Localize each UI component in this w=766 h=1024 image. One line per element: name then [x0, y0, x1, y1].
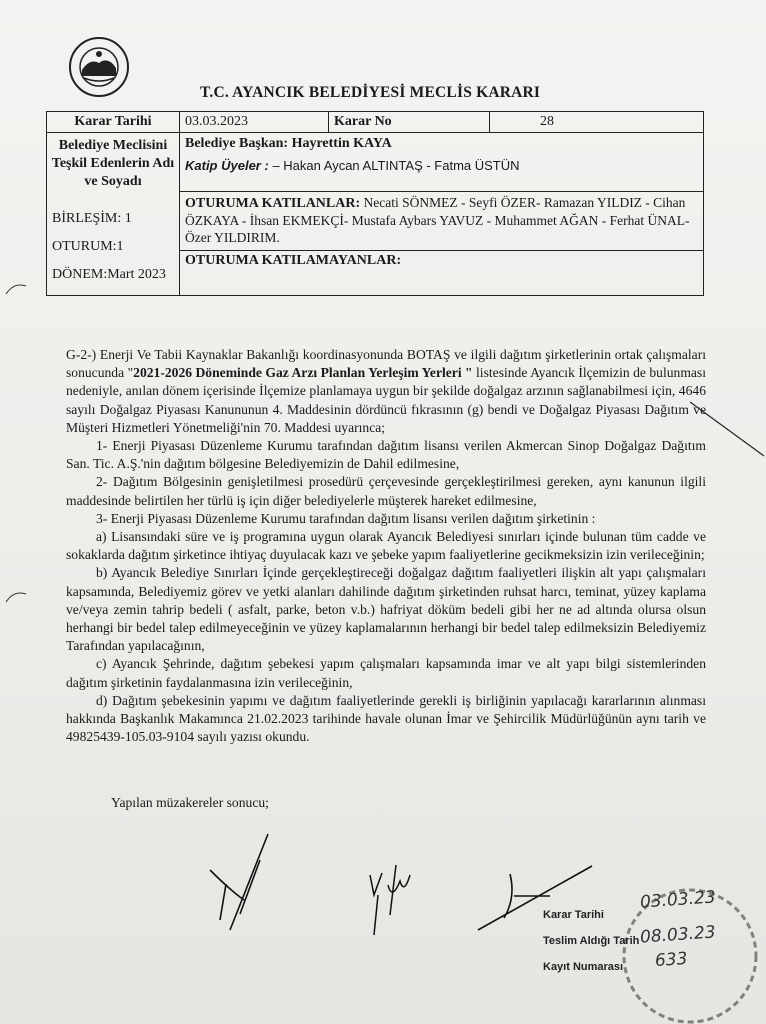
document-title: T.C. AYANCIK BELEDİYESİ MECLİS KARARI: [200, 84, 541, 101]
margin-mark-1: [4, 282, 28, 296]
clerks-label: Katip Üyeler :: [185, 158, 269, 173]
attendees-cell: [180, 192, 704, 251]
intro-text-a: G-2-) Enerji Ve Tabii Kaynaklar Bakanlığı koordinasyonunda BOTAŞ ve ilgili dağıtım şirketlerinin ortak çalışmaları sonucunda ": [66, 347, 706, 381]
registry-stamp: [543, 902, 639, 980]
intro-paragraph: [66, 346, 706, 437]
decision-date-value: 03.03.2023: [180, 112, 329, 133]
closing-line: Yapılan müzakereler sonucu;: [111, 795, 269, 810]
intro-text-bold: 2021-2026 Döneminde Gaz Arzı Planlan Yerleşim Yerleri ": [133, 365, 473, 381]
president-name: Hayrettin KAYA: [291, 136, 392, 151]
decision-date-label: Karar Tarihi: [47, 112, 180, 133]
council-members-label: Belediye Meclisini Teşkil Edenlerin Adı ve Soyadı: [51, 138, 175, 189]
stamp-record-number-label: Kayıt Numarası: [543, 961, 624, 973]
presidency-cell: [180, 133, 704, 192]
decision-body: [66, 346, 706, 746]
item-3d: d) Dağıtım şebekesinin yapımı ve dağıtım faaliyetlerinde gerekli iş birliğinin yapılacağı kararlarının alınması hakkında Başkanlık Makamınca 21.02.2023 tarihinde havale olunan İmar ve Şehircilik Müdürlüğünün aynı tarih ve 49825439-105.03-9104 sayılı yazısı okundu.: [66, 692, 706, 745]
signature-1: [200, 830, 280, 940]
decision-no-label: Karar No: [329, 112, 490, 133]
session-info-cell: [47, 133, 180, 296]
absentees-label: OTURUMA KATILAMAYANLAR:: [185, 253, 402, 268]
item-1: 1- Enerji Piyasası Düzenleme Kurumu tarafından dağıtım lisansı verilen Akmercan Sinop Doğalgaz Dağıtım San. Tic. A.Ş.'nin dağıtım bölgesine Belediyemizin de Dahil edilmesine,: [66, 438, 706, 472]
item-3a: a) Lisansındaki süre ve iş programına uygun olarak Ayancık Belediyesi sınırları içinde bulunan tüm cadde ve sokaklarda dağıtım şirketince ihtiyaç duyulacak kazı ve şebeke yapım faaliyetlerine gecikmeksizin izin verileceğinin;: [66, 529, 706, 563]
decision-no-value: 28: [490, 112, 704, 133]
stamp-decision-date-label: Karar Tarihi: [543, 909, 604, 921]
margin-mark-2: [4, 590, 28, 604]
signature-2: [360, 855, 420, 945]
stamp-handwritten-date-1: 03.03.23: [639, 887, 717, 913]
item-3c: c) Ayancık Şehrinde, dağıtım şebekesi yapım çalışmaları kapsamında imar ve alt yapı bilgi sistemlerinden dağıtım şirketinin faydalanmasına izin verileceğinin,: [66, 656, 706, 690]
attendees-label: OTURUMA KATILANLAR:: [185, 196, 361, 211]
session-birlesim: BİRLEŞİM: 1: [52, 211, 132, 226]
president-label: Belediye Başkan:: [185, 136, 289, 151]
session-oturum: OTURUM:1: [52, 239, 124, 254]
intro-text-b: listesinde Ayancık İlçemizin de bulunması nedeniyle, anılan dönem içerisinde İlçemize planlamaya uygun bir şekilde doğalgaz arzının sağlanabilmesi için, 4646 sayılı Doğalgaz Piyasası Kanununun 4. Maddesinin dördüncü fıkrasının (g) bendi ve Doğalgaz Piyasası Dağıtım ve Müşteri Hizmetleri Yönetmeliği'nin 70. Maddesi uyarınca;: [66, 365, 706, 435]
absentees-cell: [180, 251, 704, 296]
header-table: [46, 111, 704, 296]
clerks-names: – Hakan Aycan ALTINTAŞ - Fatma ÜSTÜN: [272, 158, 520, 173]
margin-stroke: [690, 400, 766, 460]
session-donem: DÖNEM:Mart 2023: [52, 267, 166, 282]
item-3: 3- Enerji Piyasası Düzenleme Kurumu tarafından dağıtım lisansı verilen dağıtım şirketinin :: [96, 510, 596, 526]
stamp-handwritten-number: 633: [654, 948, 689, 972]
stamp-handwritten-date-2: 08.03.23: [639, 922, 717, 948]
item-3b: b) Ayancık Belediye Sınırları İçinde gerçekleştireceği doğalgaz dağıtım faaliyetleri ilişkin alt yapı çalışmaları kapsamında, Belediyemiz görev ve yetki alanları dahilinde dağıtım şirketinden ruhsat harcı, teminat, yüzey kaplama ve/veya zemin tahrip bedeli ( asfalt, parke, beton v.b.) hafriyat döküm bedeli gibi her ne ad altında olursa olsun herhangi bir bedel talep edilmeyeceğinin ve yüzey kaplamalarının herhangi bir bedel talep edilmeksizin Belediyemiz Tarafından yapılacağının,: [66, 565, 706, 654]
municipality-logo: [68, 36, 130, 98]
attendees-names: Necati SÖNMEZ - Seyfi ÖZER- Ramazan YILDIZ - Cihan ÖZKAYA - İhsan EKMEKÇİ- Mustafa Aybars YAVUZ - Muhammet AĞAN - Ferhat ÜNAL- Özer YILDIRIM.: [185, 195, 690, 245]
stamp-received-date-label: Teslim Aldığı Tarih: [543, 935, 640, 947]
item-2: 2- Dağıtım Bölgesinin genişletilmesi prosedürü çerçevesinde gerçekleştirilmesi gereken, aynı kanunun ilgili maddesinde belirtilen her türlü iş için diğer belediyelerle müşterek hareket edilmesine,: [66, 474, 706, 508]
